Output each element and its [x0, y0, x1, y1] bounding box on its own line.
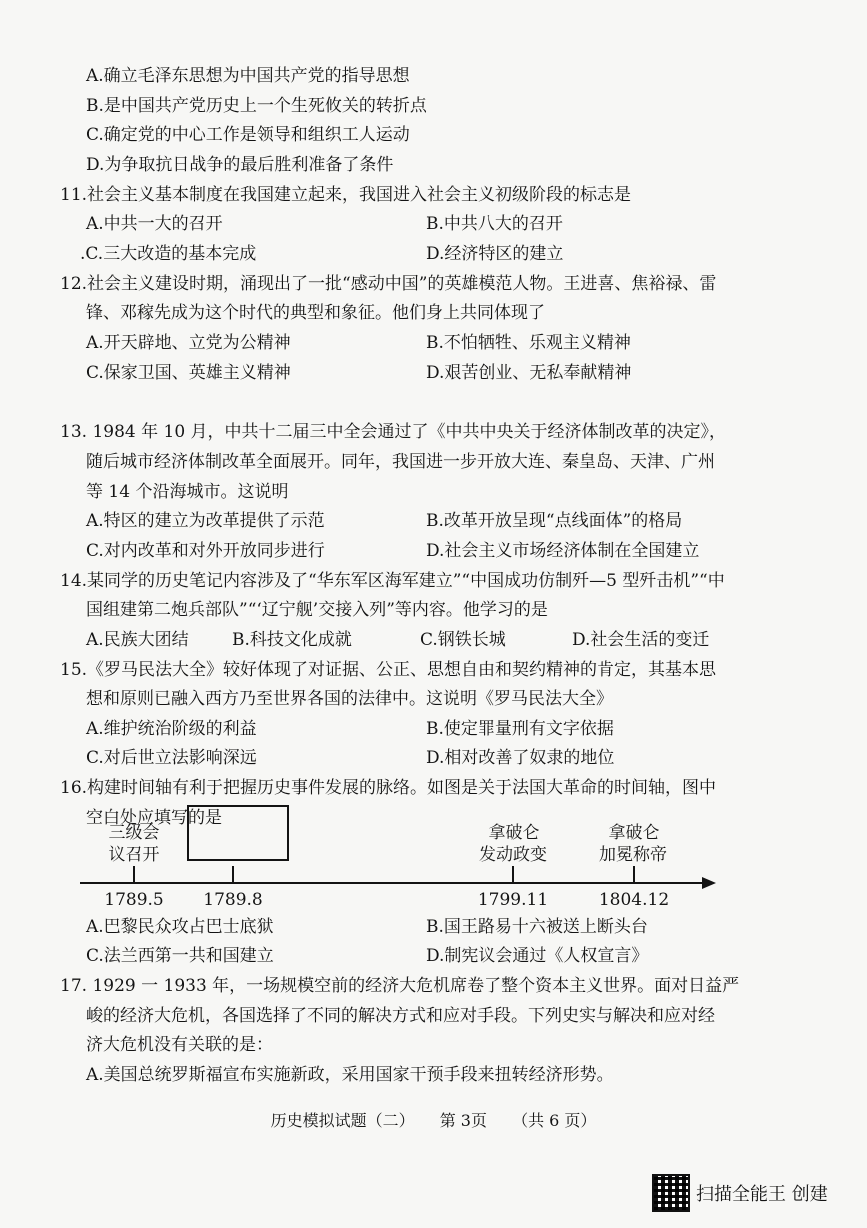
q14-option-d: D.社会生活的变迁 — [572, 630, 710, 650]
q10-option-b: B.是中国共产党历史上一个生死攸关的转折点 — [86, 96, 427, 116]
q14-option-a: A.民族大团结 — [86, 630, 189, 650]
q11-option-d: D.经济特区的建立 — [426, 244, 564, 264]
timeline-date-2: 1789.8 — [203, 890, 263, 910]
page-footer — [0, 1108, 867, 1131]
timeline-event-1-label-line1: 三级会 — [108, 823, 160, 843]
footer-page: 第 3页 — [439, 1111, 487, 1130]
q10-option-a: A.确立毛泽东思想为中国共产党的指导思想 — [86, 66, 410, 86]
q13-option-d: D.社会主义市场经济体制在全国建立 — [426, 541, 700, 561]
q15-stem-line2: 想和原则已融入西方乃至世界各国的法律中。这说明《罗马民法大全》 — [86, 689, 613, 709]
q15-option-d: D.相对改善了奴隶的地位 — [426, 748, 615, 768]
q14-option-b: B.科技文化成就 — [232, 630, 352, 650]
q10-option-d: D.为争取抗日战争的最后胜利准备了条件 — [86, 155, 394, 175]
q16-option-b: B.国王路易十六被送上断头台 — [426, 917, 648, 937]
q17-stem-line1: 17. 1929 一 1933 年，一场规模空前的经济大危机席卷了整个资本主义世界。面对日益严 — [60, 976, 740, 996]
q13-stem-line2: 随后城市经济体制改革全面展开。同年，我国进一步开放大连、秦皇岛、天津、广州 — [86, 452, 715, 472]
q16-option-d: D.制宪议会通过《人权宣言》 — [426, 946, 649, 966]
timeline-date-4: 1804.12 — [598, 890, 670, 910]
q11-option-b: B.中共八大的召开 — [426, 214, 563, 234]
timeline-event-3-label-line2: 发动政变 — [479, 845, 547, 865]
q17-stem-line3: 济大危机没有关联的是： — [86, 1035, 273, 1055]
q17-stem-line2: 峻的经济大危机，各国选择了不同的解决方式和应对手段。下列史实与解决和应对经 — [86, 1006, 715, 1026]
footer-title: 历史模拟试题（二） — [270, 1111, 415, 1130]
footer-total: （共 6 页） — [512, 1111, 597, 1130]
timeline-event-1-label-line2: 议召开 — [108, 845, 160, 865]
scanner-watermark-text: 扫描全能王 创建 — [696, 1184, 828, 1205]
q16-option-a: A.巴黎民众攻占巴士底狱 — [86, 917, 274, 937]
q13-option-b: B.改革开放呈现“点线面体”的格局 — [426, 511, 683, 531]
q15-option-b: B.使定罪量刑有文字依据 — [426, 719, 614, 739]
q15-stem-line1: 15.《罗马民法大全》较好体现了对证据、公正、思想自由和契约精神的肯定，其基本思 — [60, 660, 717, 680]
timeline-event-4-label-line2: 加冕称帝 — [599, 845, 667, 865]
q12-stem-line2: 锋、邓稼先成为这个时代的典型和象征。他们身上共同体现了 — [86, 303, 545, 323]
q14-stem-line2: 国组建第二炮兵部队”“‘辽宁舰’交接入列”等内容。他学习的是 — [86, 600, 548, 620]
q16-stem-line1: 16.构建时间轴有利于把握历史事件发展的脉络。如图是关于法国大革命的时间轴，图中 — [60, 778, 717, 798]
q15-option-a: A.维护统治阶级的利益 — [86, 719, 257, 739]
q12-option-d: D.艰苦创业、无私奉献精神 — [426, 363, 632, 383]
timeline-event-4-label-line1: 拿破仑 — [608, 823, 660, 843]
q13-stem-line3: 等 14 个沿海城市。这说明 — [86, 482, 289, 502]
q11-option-a: A.中共一大的召开 — [86, 214, 223, 234]
timeline-date-1: 1789.5 — [104, 890, 164, 910]
q14-stem-line1: 14.某同学的历史笔记内容涉及了“华东军区海军建立”“中国成功仿制歼—5 型歼击机”“中 — [60, 571, 725, 591]
q11-stem: 11.社会主义基本制度在我国建立起来，我国进入社会主义初级阶段的标志是 — [60, 185, 632, 205]
scanner-watermark — [652, 1172, 862, 1214]
q11-option-c: .C.三大改造的基本完成 — [80, 244, 257, 264]
qr-code-icon — [652, 1174, 690, 1212]
q12-option-b: B.不怕牺牲、乐观主义精神 — [426, 333, 631, 353]
q10-option-c: C.确定党的中心工作是领导和组织工人运动 — [86, 125, 410, 145]
q12-option-c: C.保家卫国、英雄主义精神 — [86, 363, 291, 383]
timeline-event-3-label-line1: 拿破仑 — [488, 823, 540, 843]
q17-option-a: A.美国总统罗斯福宣布实施新政，采用国家干预手段来扭转经济形势。 — [86, 1065, 614, 1085]
q13-option-a: A.特区的建立为改革提供了示范 — [86, 511, 325, 531]
q15-option-c: C.对后世立法影响深远 — [86, 748, 257, 768]
q12-option-a: A.开天辟地、立党为公精神 — [86, 333, 291, 353]
timeline-arrow-icon — [702, 877, 716, 889]
q14-option-c: C.钢铁长城 — [420, 630, 506, 650]
q13-option-c: C.对内改革和对外开放同步进行 — [86, 541, 325, 561]
timeline-date-3: 1799.11 — [477, 890, 549, 910]
q16-option-c: C.法兰西第一共和国建立 — [86, 946, 274, 966]
q13-stem-line1: 13. 1984 年 10 月，中共十二届三中全会通过了《中共中央关于经济体制改革的决定》， — [60, 422, 727, 442]
q16-stem-line2: 空白处应填写的是 — [86, 808, 222, 828]
q12-stem-line1: 12.社会主义建设时期，涌现出了一批“感动中国”的英雄模范人物。王进喜、焦裕禄、雷 — [60, 274, 717, 294]
